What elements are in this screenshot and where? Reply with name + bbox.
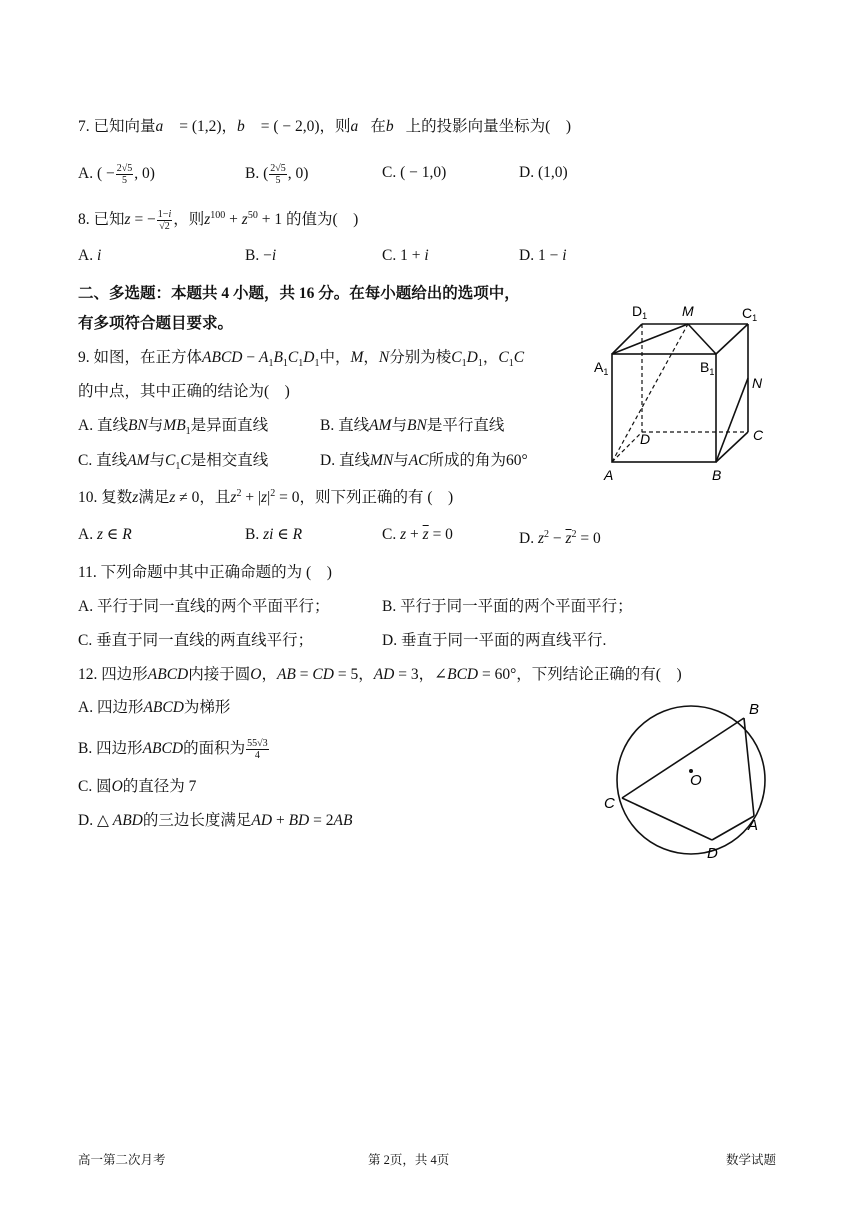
cube-figure	[590, 296, 780, 492]
cube-label-c: C	[753, 427, 764, 443]
q10-option-b: B. zi ∈ R	[245, 526, 303, 543]
cube-label-b1: $B_1$	[700, 359, 715, 377]
circle-label-d: D	[707, 845, 718, 862]
q7-stem: 7. 已知向量a⃗ = (1,2)，b⃗ = ( − 2,0)，则a⃗在b⃗上的投影向量坐标为( )	[78, 118, 571, 135]
q9-option-a: A. 直线BN与$MB_1$是异面直线	[78, 417, 269, 438]
q9-stem-line1: 9. 如图，在正方体ABCD − $A_1B_1C_1D_1$中，M，N分别为棱$C_1D_1$，$C_1C$	[78, 349, 525, 370]
footer-page-number: 第 2页，共 4页	[368, 1153, 450, 1167]
cube-label-d: D	[640, 431, 651, 447]
q8-option-d: D. 1 − i	[519, 247, 567, 264]
cube-label-a1: $A_1$	[594, 359, 609, 377]
q11-option-a: A. 平行于同一直线的两个平面平行；	[78, 598, 330, 615]
cube-label-a: A	[604, 467, 614, 483]
q10-stem: 10. 复数z满足z ≠ 0，且$z^2 + |z|^2 = 0$，则下列正确的有 ( )	[78, 488, 454, 507]
q8-option-c: C. 1 + i	[382, 247, 429, 264]
q8-option-a: A. i	[78, 247, 102, 264]
q7-option-a: A. ( − $\frac{2√5}{5}$ , 0)	[78, 163, 155, 186]
circle-figure	[596, 690, 780, 866]
circle-label-c: C	[604, 795, 615, 812]
q12-option-d: D. △ ABD的三边长度满足AD + BD = 2AB	[78, 812, 353, 829]
q11-option-d: D. 垂直于同一平面的两直线平行.	[382, 632, 607, 649]
circle-label-a: A	[748, 817, 759, 834]
q12-option-c: C. 圆O的直径为 7	[78, 778, 197, 795]
q8-option-b: B. −i	[245, 247, 277, 264]
section-heading-line1: 二、多选题：本题共 4 小题，共 16 分。在每小题给出的选项中，	[78, 285, 520, 302]
q12-stem: 12. 四边形ABCD内接于圆O，AB = CD = 5，AD = 3，∠BCD = 60°，下列结论正确的有( )	[78, 666, 682, 683]
q9-stem-line2: 的中点，其中正确的结论为( )	[78, 383, 290, 400]
q8-stem: 8. 已知z = − $\frac{1-i}{√2}$ ，则$z^{100} + z^{50} + 1$ 的值为( )	[78, 209, 359, 233]
q9-option-d: D. 直线MN与AC所成的角为60°	[320, 452, 528, 469]
q7-option-c: C. ( − 1,0)	[382, 164, 447, 181]
q10-option-d: D. $z^2 - \overline{z}^2 = 0$	[519, 529, 601, 548]
q9-option-c: C. 直线AM与$C_1C$是相交直线	[78, 452, 269, 473]
q10-option-a: A. z ∈ R	[78, 526, 132, 543]
q12-option-b: B. 四边形ABCD的面积为 $\frac{55√3}{4}$	[78, 738, 268, 761]
q7-option-b: B. ( $\frac{2√5}{5}$ , 0)	[245, 163, 309, 186]
cube-label-d1: $D_1$	[632, 303, 648, 321]
circle-label-o: O	[690, 772, 702, 789]
cube-label-c1: $C_1$	[742, 305, 758, 323]
q11-option-b: B. 平行于同一平面的两个平面平行；	[382, 598, 633, 615]
q9-option-b: B. 直线AM与BN是平行直线	[320, 417, 505, 434]
cube-label-b: B	[712, 467, 722, 483]
q11-option-c: C. 垂直于同一直线的两直线平行；	[78, 632, 314, 649]
circle-label-b: B	[749, 701, 760, 718]
cube-label-m: M	[682, 303, 694, 319]
q7-option-d: D. (1,0)	[519, 164, 568, 181]
footer-right: 数学试题	[726, 1153, 777, 1167]
footer-left: 高一第二次月考	[78, 1153, 166, 1167]
q12-option-a: A. 四边形ABCD为梯形	[78, 699, 231, 716]
q11-stem: 11. 下列命题中其中正确命题的为 ( )	[78, 564, 332, 581]
cube-label-n: N	[752, 375, 763, 391]
q10-option-c: C. $z + \overline{z} = 0$	[382, 526, 453, 543]
section-heading-line2: 有多项符合题目要求。	[78, 315, 234, 332]
